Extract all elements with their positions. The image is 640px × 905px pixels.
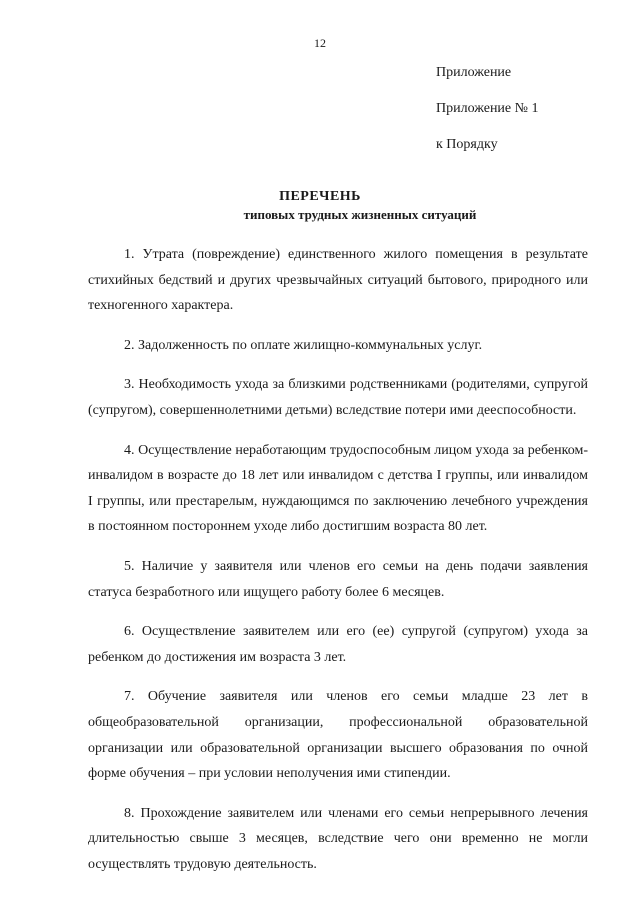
appendix-number: Приложение № 1 [436, 101, 539, 116]
page-number: 12 [314, 36, 326, 50]
situation-list [88, 242, 588, 884]
list-item: 5. Наличие у заявителя или членов его семьи на день подачи заявления статуса безработного или ищущего работу более 6 месяцев. [88, 558, 588, 600]
appendix-line: Приложение [436, 65, 512, 80]
document-subtitle: типовых трудных жизненных ситуаций [243, 207, 477, 222]
list-item: 6. Осуществление заявителем или его (ее) супругой (супругом) ухода за ребенком до достижения им возраста 3 лет. [88, 624, 588, 665]
list-item: 7. Обучение заявителя или членов его семьи младше 23 лет в общеобразовательной организации, профессиональной образовательной организации или образовательной организации высшего образования по очной форме обучения – при условии неполучения ими стипендии. [88, 689, 588, 782]
appendix-reference: к Порядку [436, 137, 498, 152]
title-block [0, 188, 640, 224]
list-item: 3. Необходимость ухода за близкими родственниками (родителями, супругой (супругом), совершеннолетними детьми) вследствие потери ими дееспособности. [88, 377, 588, 418]
appendix-header [436, 64, 539, 172]
list-item: 2. Задолженность по оплате жилищно-коммунальных услуг. [124, 337, 483, 353]
document-title: ПЕРЕЧЕНЬ [279, 189, 361, 204]
list-item: 8. Прохождение заявителем или членами его семьи непрерывного лечения длительностью свыше 3 месяцев, вследствие чего они временно не могли осуществлять трудовую деятельность. [88, 805, 588, 872]
list-item: 4. Осуществление неработающим трудоспособным лицом ухода за ребенком-инвалидом в возрасте до 18 лет или инвалидом с детства I группы, или инвалидом I группы, или престарелым, нуждающимся по заключению лечебного учреждения в постоянном постороннем уходе либо достигшим возраста 80 лет. [88, 442, 588, 535]
list-item: 1. Утрата (повреждение) единственного жилого помещения в результате стихийных бедствий и других чрезвычайных ситуаций бытового, природного или техногенного характера. [88, 247, 588, 314]
